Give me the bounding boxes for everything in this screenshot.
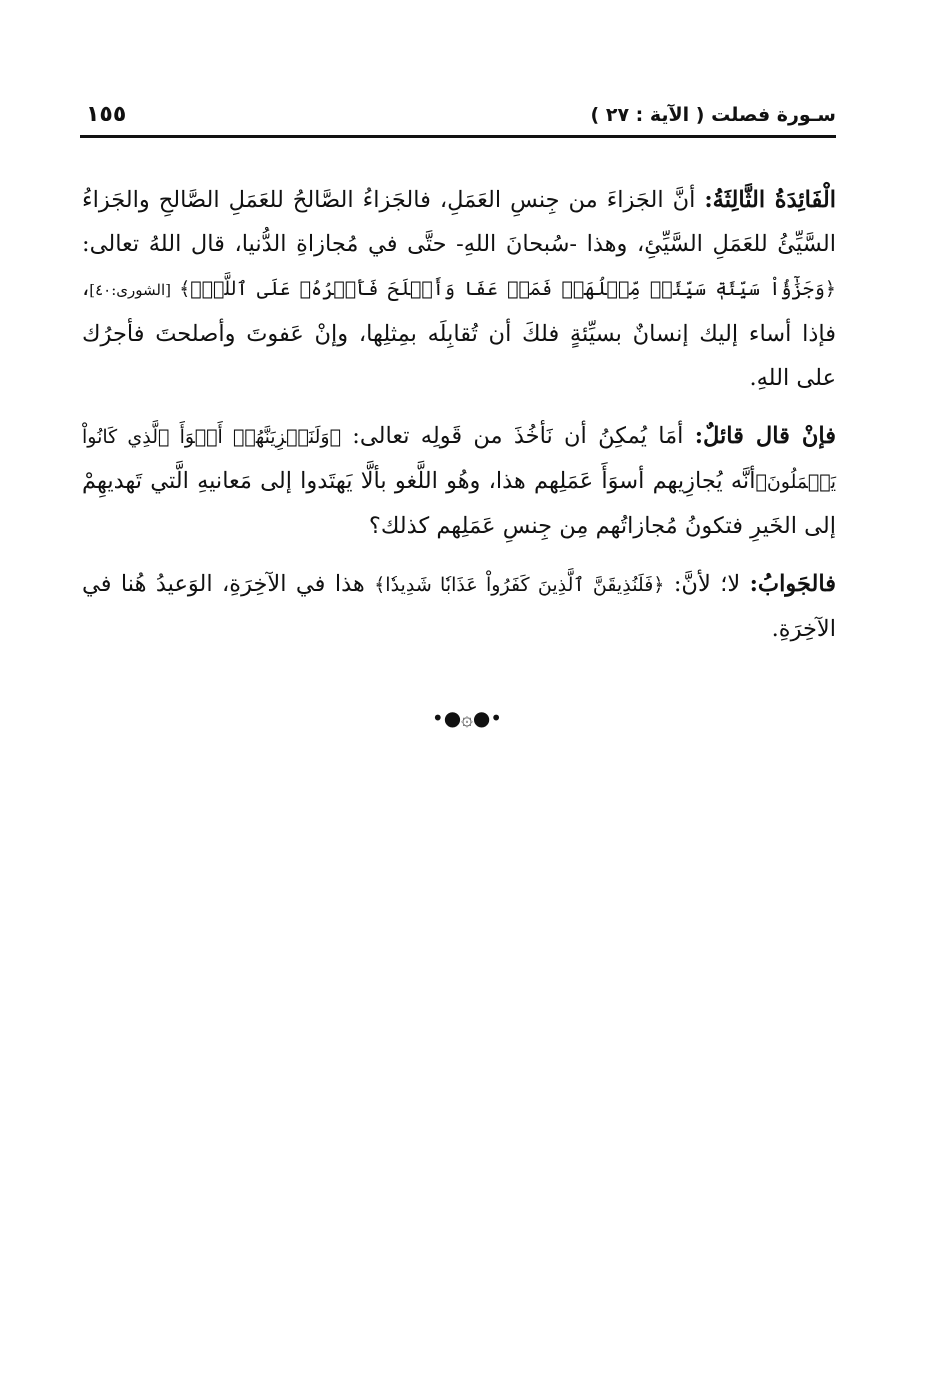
paragraph-lead: فإنْ قال قائلٌ: [694,423,836,449]
header-rule [80,135,836,138]
paragraph-answer [82,562,836,651]
paragraph-lead: الْفَائِدَةُ الثَّالِثَةُ: [704,187,836,213]
section-end-ornament-icon: •●۞●• [431,706,503,730]
quran-verse: ﴿وَلَنَجۡزِيَنَّهُمۡ أَسۡوَأَ ٱلَّذِي كَانُواْ يَعۡمَلُونَ﴾ [82,426,836,493]
paragraph-text: هذا في الآخِرَةِ، الوَعيدُ هُنا في الآخِرَةِ. [82,571,836,642]
paragraph-text: ، فإذا أساء إليك إنسانٌ بسيِّئةٍ فلكَ أن تُقابِلَه بمِثلِها، وإنْ عَفوتَ وأصلحتَ فأجرُك على اللهِ. [82,275,836,391]
paragraph-text: أنَّه يُجازِيهم أسوَأَ عَمَلِهم هذا، وهُو اللَّغو بألَّا يَهتَدوا إلى مَعانيهِ الَّتي تَهديهِمْ إلى الخَيرِ فتكونُ مُجازاتُهم مِن جِنسِ عَمَلِهم كذلك؟ [82,468,836,539]
paragraph-third-benefit [82,178,836,400]
paragraph-lead: فالجَوابُ: [749,571,836,597]
quran-verse: ﴿وَجَزَٰٓؤُاْ سَيِّئَةٖ سَيِّئَةٞ مِّثۡلُهَاۖ فَمَنۡ عَفَا وَأَصۡلَحَ فَأَجۡرُهُۥ عَلَى ٱللَّهِۚ﴾ [179,278,836,300]
paragraph-text: أمَا يُمكِنُ أن نَأخُذَ من قَولِه تعالى: [341,423,695,449]
page-header [80,98,836,138]
verse-reference: [الشورى:٤٠] [89,281,180,299]
paragraph-text: لا؛ لأنَّ: [664,571,750,597]
paragraph-text: أنَّ الجَزاءَ من جِنسِ العَمَلِ، فالجَزاءُ الصَّالحُ للعَمَلِ الصَّالحِ والجَزاءُ السَّيِّئُ للعَمَلِ السَّيِّئِ، وهذا -سُبحانَ اللهِ- حتَّى في مُجازاةِ الدُّنيا، قال اللهُ تعالى: [82,187,836,257]
paragraph-question [82,414,836,548]
running-title: سـورة فصلت ( الآية : ٢٧ ) [590,104,836,126]
quran-verse: ﴿فَلَنُذِيقَنَّ ٱلَّذِينَ كَفَرُواْ عَذَابٗا شَدِيدٗا﴾ [374,574,665,596]
body-text [82,178,836,665]
page-number: ١٥٥ [86,102,127,127]
